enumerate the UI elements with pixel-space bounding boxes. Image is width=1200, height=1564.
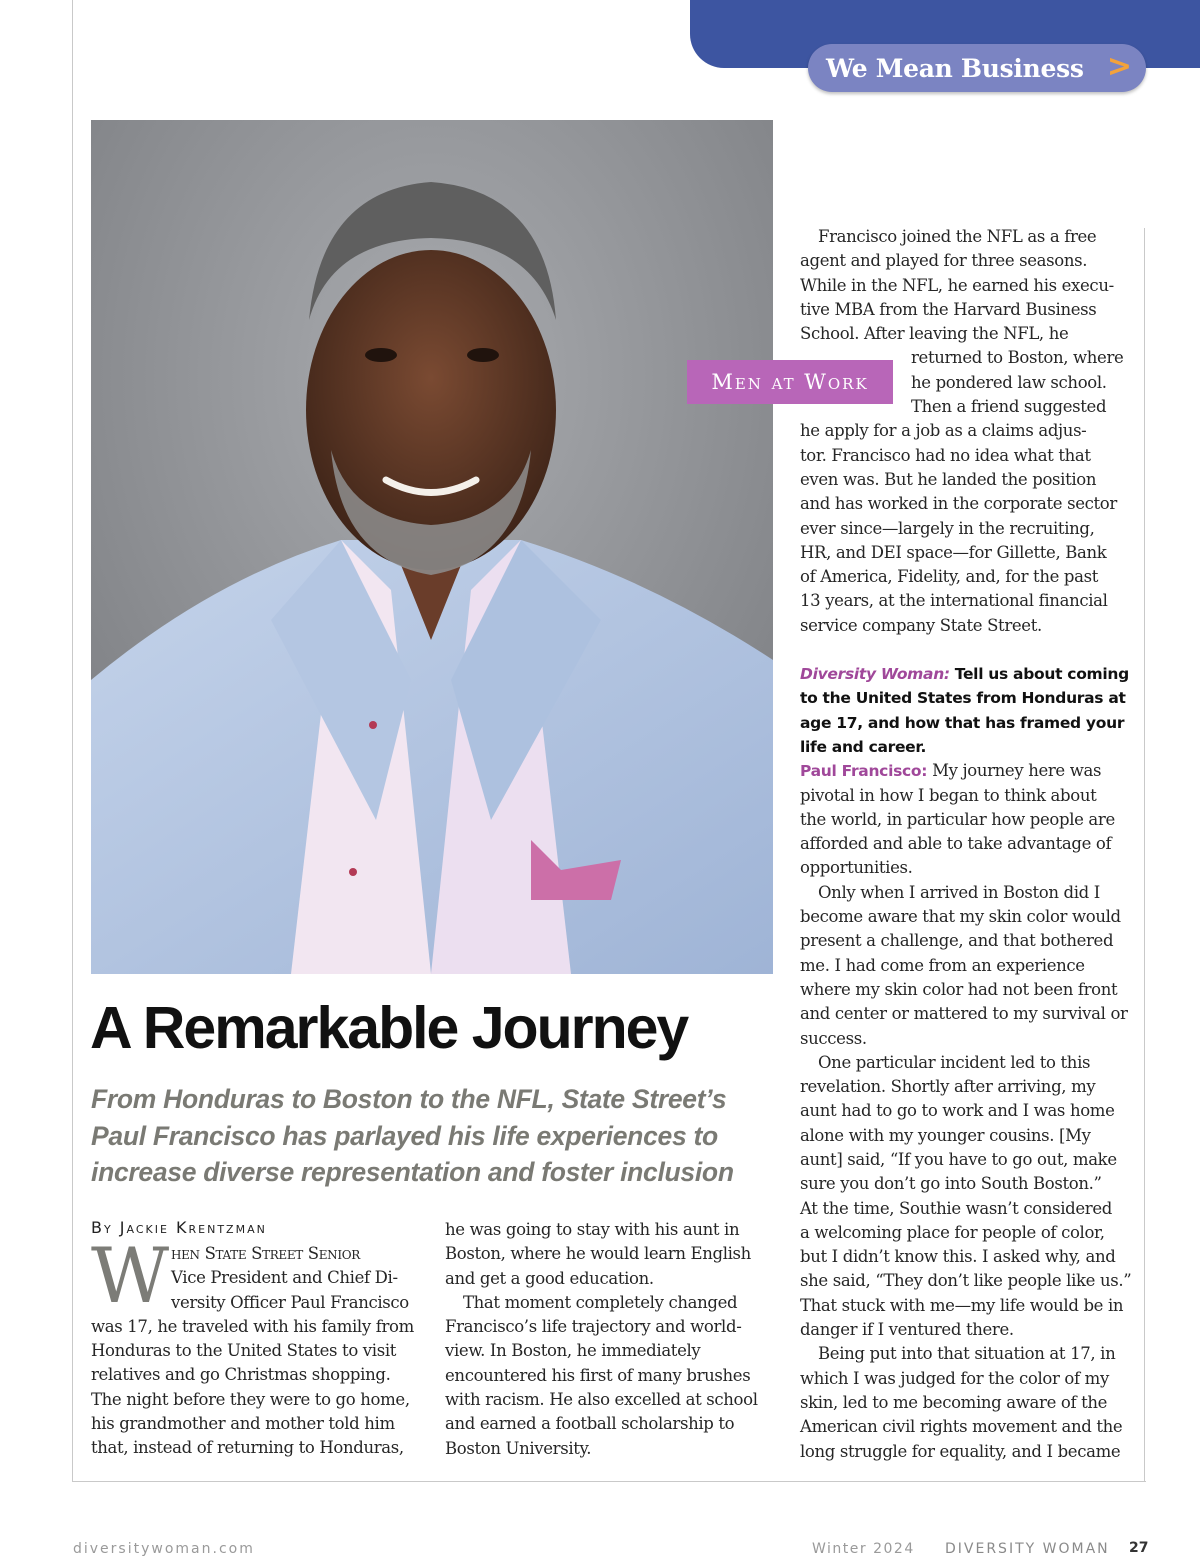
body-line: That moment completely changed (463, 1292, 738, 1312)
section-tab[interactable] (808, 44, 1146, 92)
body-line: and get a good education. (445, 1268, 654, 1288)
body-line: Honduras to the United States to visit (91, 1341, 397, 1361)
body-line: ever since—largely in the recruiting, (800, 518, 1095, 538)
column-1 (91, 1242, 421, 1461)
body-line: skin, led to me becoming aware of the (800, 1392, 1108, 1412)
portrait-photo (91, 120, 773, 974)
footer-website[interactable]: diversitywoman.com (73, 1541, 255, 1557)
footer-issue-date: Winter 2024 (812, 1541, 915, 1557)
page-frame-right-rule (1144, 228, 1145, 1482)
page-frame-left-rule (72, 0, 73, 1482)
body-line: he pondered law school. (911, 372, 1107, 392)
byline: By Jackie Krentzman (91, 1218, 267, 1237)
body-line: opportunities. (800, 858, 913, 878)
body-line: School. After leaving the NFL, he (800, 324, 1069, 344)
body-line: sure you don’t go into South Boston.” (800, 1174, 1102, 1194)
body-line: even was. But he landed the position (800, 469, 1097, 489)
body-line: become aware that my skin color would (800, 907, 1121, 927)
body-line: alone with my younger cousins. [My (800, 1125, 1091, 1145)
body-line: Francisco’s life trajectory and world- (445, 1317, 742, 1337)
body-line: Francisco joined the NFL as a free (818, 227, 1097, 246)
question-text: age 17, and how that has framed your (800, 713, 1125, 732)
dek-line: From Honduras to Boston to the NFL, State Street’s (91, 1084, 727, 1114)
body-line: a welcoming place for people of color, (800, 1222, 1105, 1242)
body-line: versity Officer Paul Francisco (171, 1292, 409, 1312)
body-line: long struggle for equality, and I became (800, 1441, 1121, 1461)
body-line: where my skin color had not been front (800, 979, 1118, 999)
body-line: One particular incident led to this (818, 1052, 1091, 1072)
body-line: encountered his first of many brushes (445, 1365, 751, 1385)
footer-magazine-name: DIVERSITY WOMAN (945, 1541, 1110, 1557)
body-line: 13 years, at the international financial (800, 591, 1108, 611)
body-line: relatives and go Christmas shopping. (91, 1365, 391, 1385)
body-line: HR, and DEI space—for Gillette, Bank (800, 542, 1107, 562)
body-line: American civil rights movement and the (800, 1417, 1123, 1437)
body-line: While in the NFL, he earned his execu- (800, 275, 1114, 295)
article-dek (91, 1081, 781, 1191)
body-line: and has worked in the corporate sector (800, 494, 1117, 514)
body-line: and earned a football scholarship to (445, 1414, 735, 1434)
body-line: view. In Boston, he immediately (445, 1341, 701, 1361)
lead-in-small-caps: hen State Street Senior (171, 1244, 360, 1263)
body-line: tive MBA from the Harvard Business (800, 299, 1097, 319)
body-line: of America, Fidelity, and, for the past (800, 567, 1099, 587)
body-line: me. I had come from an experience (800, 955, 1085, 975)
body-line: aunt] said, “If you have to go out, make (800, 1149, 1117, 1169)
column-2 (445, 1218, 775, 1461)
question-text: to the United States from Honduras at (800, 689, 1126, 708)
body-line: tor. Francisco had no idea what that (800, 445, 1091, 465)
body-line: revelation. Shortly after arriving, my (800, 1077, 1096, 1097)
body-line: Only when I arrived in Boston did I (818, 882, 1100, 902)
body-line: afforded and able to take advantage of (800, 834, 1112, 854)
question-text: Tell us about coming (954, 665, 1129, 684)
question-speaker: Diversity Woman: (800, 665, 950, 684)
body-line: present a challenge, and that bothered (800, 931, 1114, 951)
body-line: that, instead of returning to Honduras, (91, 1438, 404, 1458)
body-line: he apply for a job as a claims adjus- (800, 421, 1087, 441)
body-line: returned to Boston, where (911, 348, 1124, 368)
body-line: Then a friend suggested (911, 397, 1107, 417)
chevron-right-icon: > (1106, 49, 1132, 84)
column-3 (800, 225, 1130, 1464)
answer-speaker: Paul Francisco: (800, 762, 928, 781)
body-line: The night before they were to go home, (91, 1389, 410, 1409)
body-line: which I was judged for the color of my (800, 1368, 1109, 1388)
body-line: Vice President and Chief Di- (171, 1268, 398, 1288)
body-line: My journey here was (932, 761, 1102, 781)
page-number: 27 (1129, 1540, 1149, 1556)
body-line: aunt had to go to work and I was home (800, 1101, 1115, 1121)
body-line: the world, in particular how people are (800, 809, 1115, 829)
rubric-label: Men at Work (687, 360, 893, 404)
question-text: life and career. (800, 737, 927, 756)
dek-line: Paul Francisco has parlayed his life experiences to (91, 1120, 718, 1151)
body-line: Boston University. (445, 1438, 592, 1458)
body-line: At the time, Southie wasn’t considered (800, 1198, 1112, 1218)
body-line: Boston, where he would learn English (445, 1244, 751, 1264)
body-line: agent and played for three seasons. (800, 251, 1088, 271)
body-line: pivotal in how I began to think about (800, 785, 1097, 805)
body-line: Being put into that situation at 17, in (818, 1344, 1116, 1364)
article-headline: A Remarkable Journey (90, 995, 688, 1061)
body-line: he was going to stay with his aunt in (445, 1220, 740, 1239)
interview-question (800, 662, 1130, 759)
body-line: but I didn’t know this. I asked why, and (800, 1247, 1116, 1267)
section-label: We Mean Business (826, 53, 1084, 83)
page-frame-bottom-rule (72, 1481, 1146, 1482)
body-line: danger if I ventured there. (800, 1320, 1014, 1340)
dek-line: increase diverse representation and foster inclusion (91, 1157, 734, 1187)
drop-cap: W (91, 1231, 170, 1320)
body-line: his grandmother and mother told him (91, 1414, 395, 1434)
body-line: with racism. He also excelled at school (445, 1390, 758, 1410)
body-line: she said, “They don’t like people like us.” (800, 1271, 1132, 1291)
body-line: service company State Street. (800, 615, 1042, 635)
body-line: was 17, he traveled with his family from (91, 1316, 414, 1336)
body-line: and center or mattered to my survival or (800, 1004, 1128, 1024)
body-line: That stuck with me—my life would be in (800, 1295, 1124, 1315)
body-line: success. (800, 1028, 867, 1048)
